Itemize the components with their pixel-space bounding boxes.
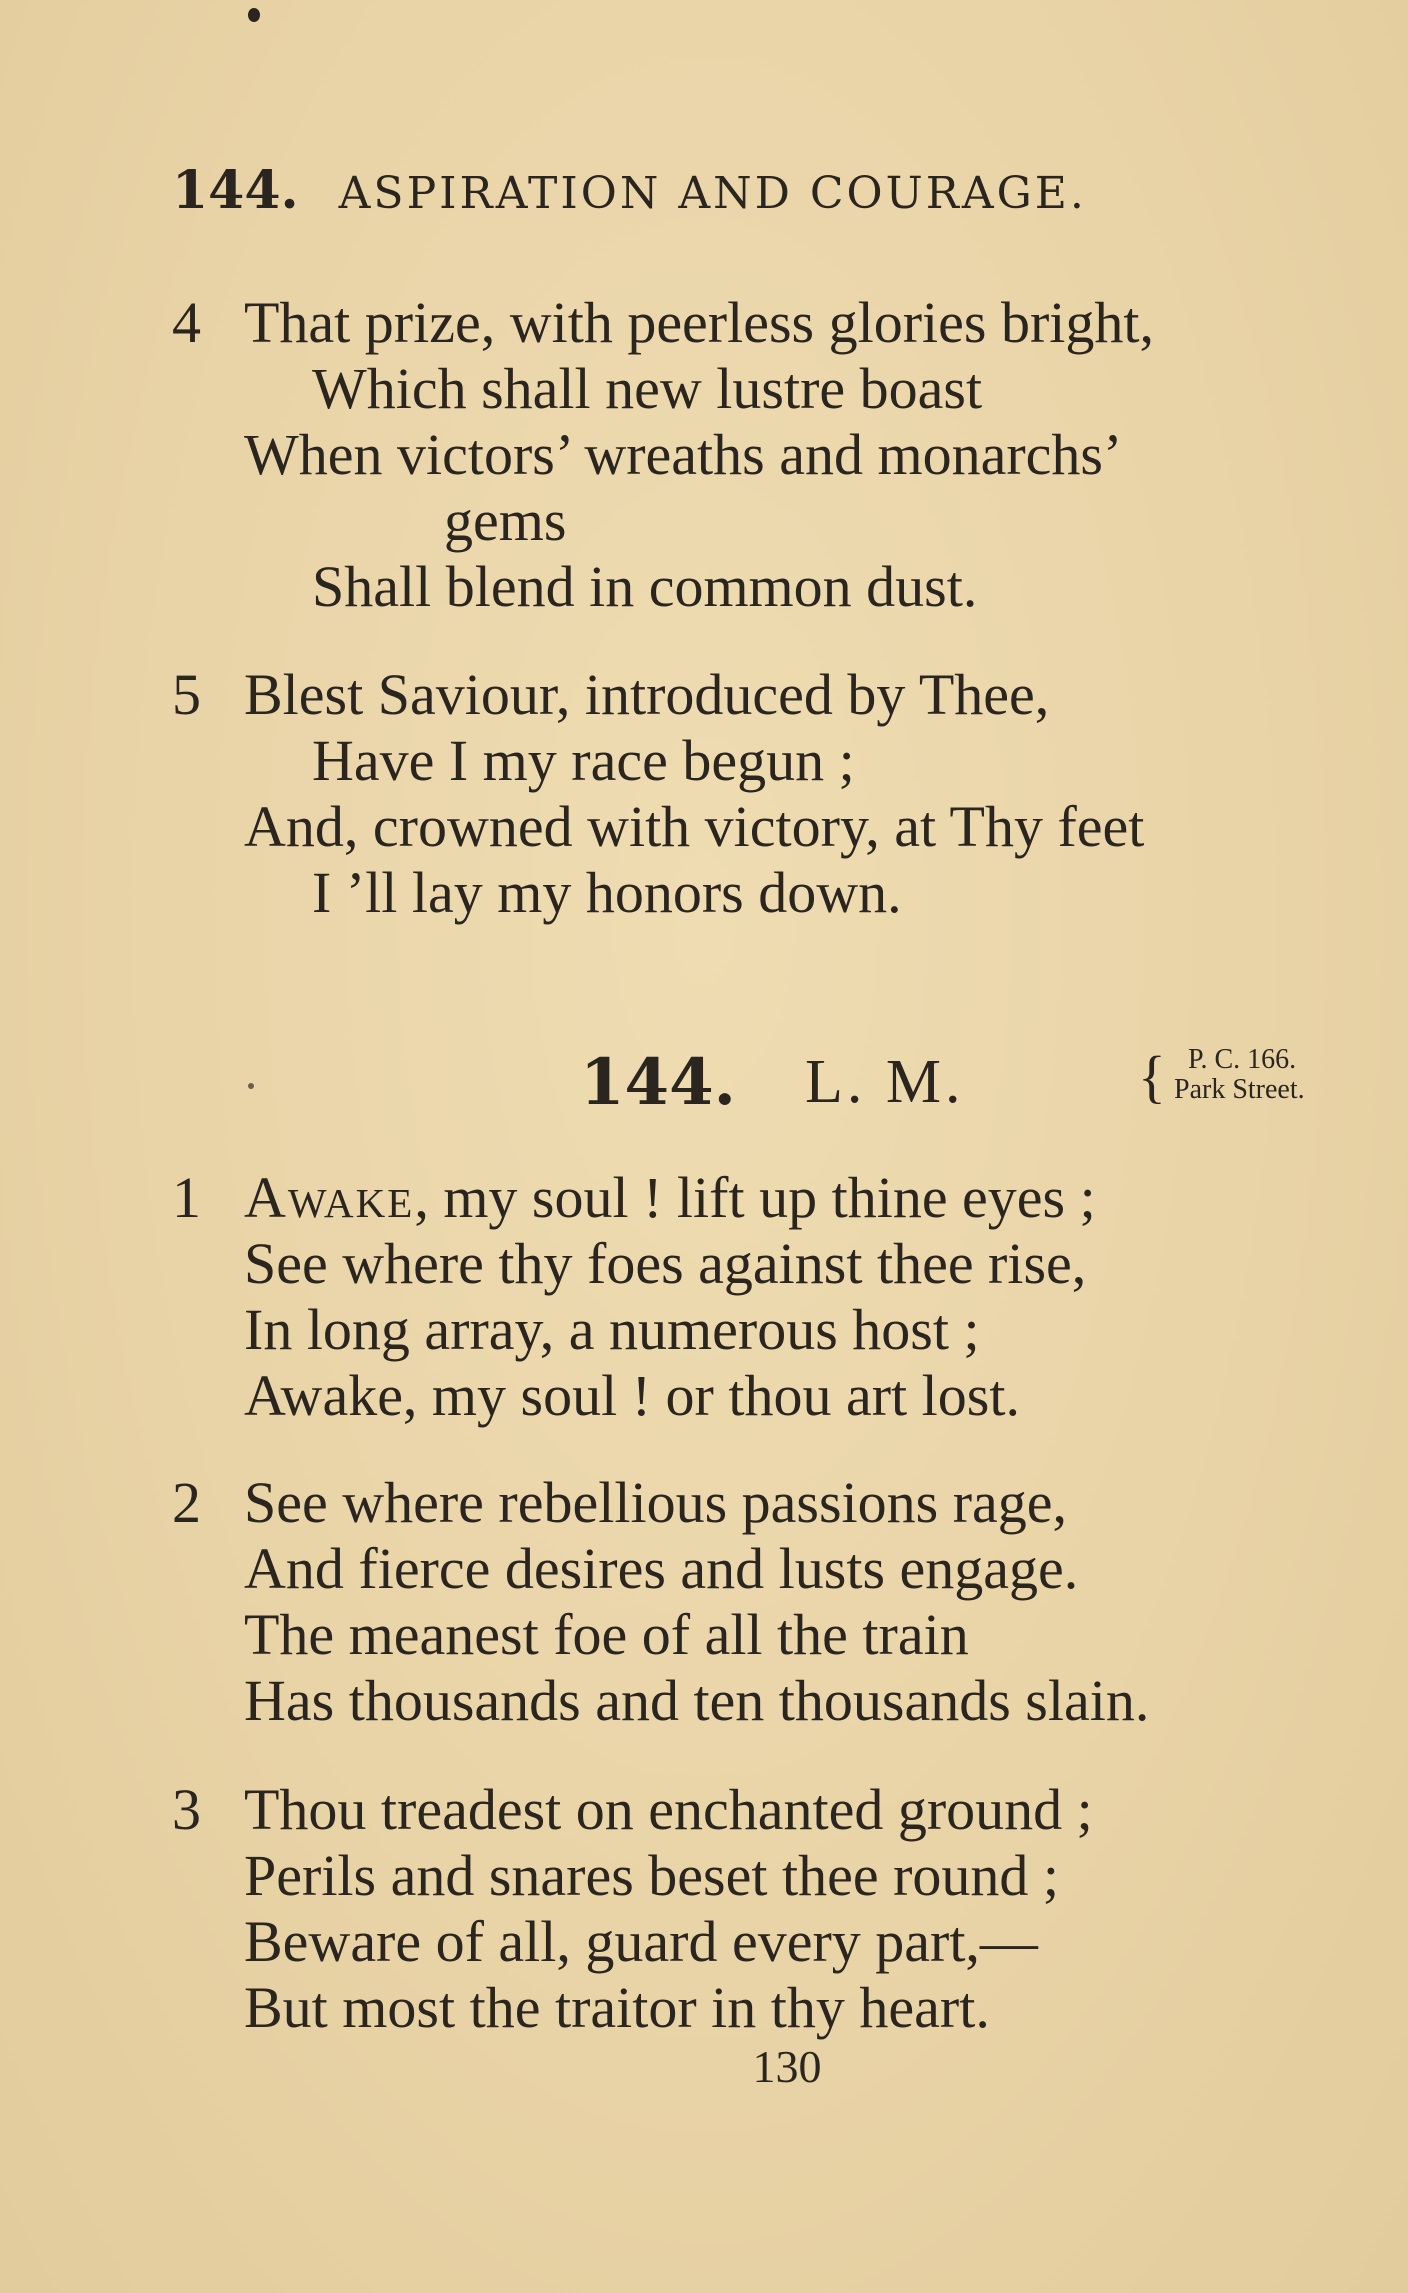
stanza-line [172,662,1144,728]
stanza-line: The meanest foe of all the train [244,1602,969,1667]
stanza-line: And, crowned with victory, at Thy feet [244,794,1145,859]
brace-glyph: { [1138,1044,1166,1109]
tune-ref-1: P. C. 166. [1188,1044,1297,1075]
stanza-line: And fierce desires and lusts engage. [244,1536,1079,1601]
stanza-line: Awake, my soul ! or thou art lost. [244,1363,1020,1428]
stanza-line: In long array, a numerous host ; [244,1297,980,1362]
first-word: Awake [244,1165,415,1230]
hymn-stanza-1 [172,1165,1096,1429]
stanza-5 [172,662,1144,926]
stanza-number: 1 [172,1165,201,1230]
stanza-line [172,290,1154,356]
stanza-line [172,1165,1096,1231]
stanza-line [172,1470,1149,1536]
stanza-line: Shall blend in common dust. [312,554,978,619]
verse-line: Thou treadest on enchanted ground ; [244,1777,1093,1842]
stanza-line: gems [444,488,567,553]
page-number: 130 [752,2041,822,2092]
stanza-line: Perils and snares beset thee round ; [244,1843,1060,1908]
stanza-line: Beware of all, guard every part,— [244,1909,1038,1974]
header-title: ASPIRATION AND COURAGE. [338,168,1087,219]
stanza-line: When victors’ wreaths and monarchs’ [244,422,1123,487]
stanza-line: But most the traitor in thy heart. [244,1975,990,2040]
hymn-stanza-3 [172,1777,1093,2041]
verse-line: See where rebellious passions rage, [244,1470,1068,1535]
hymn-number: 144. [580,1045,736,1120]
tune-ref-2: Park Street. [1174,1074,1305,1105]
verse-line: Blest Saviour, introduced by Thee, [244,662,1050,727]
header-hymn-number: 144. [172,160,299,221]
stanza-line [172,1777,1093,1843]
stanza-number: 3 [172,1777,201,1842]
hymn-heading [0,1045,1408,1135]
ink-dot [248,1083,254,1089]
verse-line: , my soul ! lift up thine eyes ; [414,1165,1096,1230]
ink-speck [248,8,260,22]
stanza-line: Has thousands and ten thousands slain. [244,1668,1150,1733]
stanza-number: 2 [172,1470,201,1535]
running-header [172,160,1087,221]
hymn-meter: L. M. [805,1048,965,1116]
stanza-line: See where thy foes against thee rise, [244,1231,1087,1296]
hymn-stanza-2 [172,1470,1149,1734]
stanza-line: Which shall new lustre boast [312,356,983,421]
stanza-4 [172,290,1154,620]
stanza-number: 5 [172,662,201,727]
verse-line: That prize, with peerless glories bright, [244,290,1155,355]
stanza-number: 4 [172,290,201,355]
stanza-line: I ’ll lay my honors down. [312,860,902,925]
page-number-container [0,2040,1408,2093]
stanza-line: Have I my race begun ; [312,728,855,793]
